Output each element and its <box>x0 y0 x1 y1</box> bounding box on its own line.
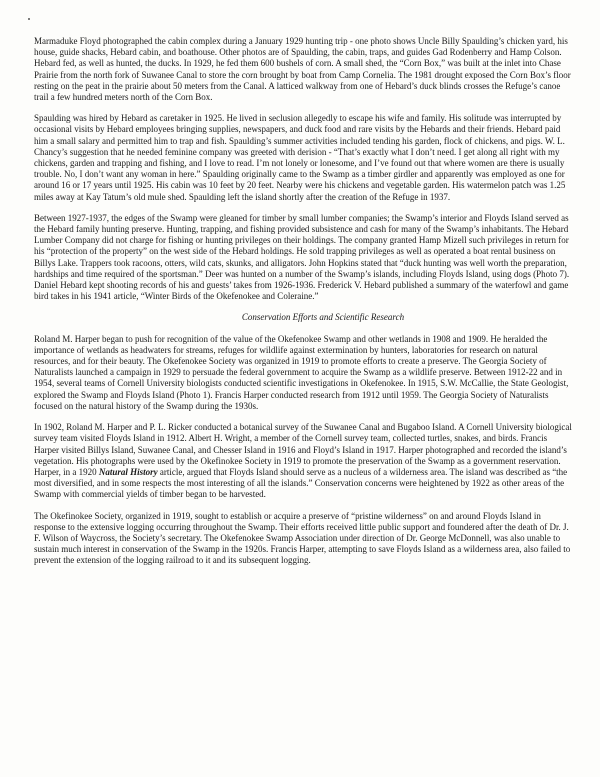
paragraph-botanical-survey <box>34 422 572 500</box>
publication-title: Natural History <box>98 466 158 477</box>
paragraph-hunting-preserve: Between 1927-1937, the edges of the Swamp were gleaned for timber by small lumber companies; the Swamp’s interior and Floyds Island served as the Hebard family hunting preserve. Hunting, trapping, and fishing provided subsistence and cash for many of the Swamp’s inhabitants. The Hebard Lumber Company did not charge for fishing or hunting privileges on their holdings. The company granted Hamp Mizell such privileges in return for his “protection of the property” on the west side of the Hebard holdings. He sold trapping privileges as well as operated a boat rental business on Billys Lake. Trappers took racoons, otters, wild cats, skunks, and alligators. John Hopkins stated that “duck hunting was well worth the preparation, hardships and time required of the sportsman.” Deer was hunted on a number of the Swamp’s islands, including Floyds Island, using dogs (Photo 7). Daniel Hebard kept shooting records of his and guests’ takes from 1926-1936. Frederick V. Hebard published a summary of the waterfowl and game bird takes in his 1941 article, “Winter Birds of the Okefenokee and Coleraine.” <box>34 212 570 302</box>
document-body <box>34 36 572 577</box>
paragraph-okefinokee-society: The Okefinokee Society, organized in 1919, sought to establish or acquire a preserve of “pristine wilderness” on and around Floyds Island in response to the extensive logging occurring throughout the Swamp. Their efforts received little public support and foundered after the death of Dr. J. F. Wilson of Waycross, the Society’s secretary. The Okefenokee Swamp Association under direction of Dr. George McDonnell, was also unable to sustain much interest in conservation of the Swamp in the 1920s. Francis Harper, attempting to save Floyds Island as a wilderness area, also failed to prevent the extension of the logging railroad to it and its subsequent logging. <box>34 510 571 566</box>
paragraph-corn-box: Marmaduke Floyd photographed the cabin complex during a January 1929 hunting trip - one photo shows Uncle Billy Spaulding’s chicken yard, his house, guide shacks, Hebard cabin, and boathouse. Other photos are of Spaulding, the cabin, traps, and guides Gad Rodenberry and Hamp Colson. Hebard fed, as well as hunted, the ducks. In 1929, he fed them 600 bushels of corn. A small shed, the “Corn Box,” was built at the inlet into Chase Prairie from the north fork of Suwanee Canal to store the corn brought by boat from Camp Cornelia. The 1981 drought exposed the Corn Box’s floor resting on the peat in the prairie about 50 meters from the Canal. A latticed walkway from one of Hebard’s duck blinds crosses the Refuge’s canoe trail a few hundred meters north of the Corn Box. <box>34 36 571 103</box>
paragraph-spaulding: Spaulding was hired by Hebard as caretaker in 1925. He lived in seclusion allegedly to escape his wife and family. His solitude was interrupted by occasional visits by Hebard employees bringing supplies, newspapers, and duck food and rare visits by the Hebards and their friends. Hebard paid him a small salary and permitted him to trap and fish. Spaulding’s summer activities included tending his garden, flock of chickens, and pigs. W. L. Chancy’s suggestion that he needed feminine company was greeted with derision - “That’s exactly what I don’t need. I get along all right with my chickens, garden and trapping and fishing, and I love to read. I’m not lonely or lonesome, and I’ve found out that where women are there is usually trouble. No, I don’t want any woman in here.” Spaulding originally came to the Swamp as a timber girdler and apparently was employed as one for around 16 or 17 years until 1925. His cabin was 10 feet by 20 feet. Nearby were his chickens and vegetable garden. His watermelon patch was 1.25 miles away at Kay Tatum’s old mule shed. Spaulding left the island shortly after the creation of the Refuge in 1937. <box>34 113 566 202</box>
paragraph-harper-recognition: Roland M. Harper began to push for recognition of the value of the Okefenokee Swamp and other wetlands in 1908 and 1909. He heralded the importance of wetlands as headwaters for streams, refuges for wildlife against extermination by hunters, laboratories for research on natural resources, and for their beauty. The Okefenokee Society was organized in 1919 to promote efforts to create a preserve. The Georgia Society of Naturalists launched a campaign in 1929 to persuade the federal government to acquire the Swamp as a wildlife preserve. Between 1912-22 and in 1954, several teams of Cornell University biologists conducted scientific investigations in Okefenokee. In 1915, S.W. McCallie, the State Geologist, explored the Swamp and Floyds Island (Photo 1). Francis Harper conducted research from 1912 until 1959. The Georgia Society of Naturalists focused on the natural history of the Swamp during the 1930s. <box>34 333 569 411</box>
section-heading: Conservation Efforts and Scientific Research <box>241 312 405 323</box>
para5-text-before: In 1902, Roland M. Harper and P. L. Ricker conducted a botanical survey of the Suwanee Canal and Bugaboo Island. A Cornell University biological survey team visited Floyds Island in 1912. Albert H. Wright, a member of the Cornell survey team, collected turtles, snakes, and birds. Francis Harper visited Billys Island, Suwanee Canal, and Chesser Island in 1916 and Floyd’s Island in 1917. Harper photographed and recorded the island’s vegetation. His photographs were used by the Okefinokee Society in 1919 to promote the preservation of the Swamp as a government reservation. Harper, in a 1920 <box>34 422 572 477</box>
scan-speck <box>28 18 30 20</box>
para5-text-after: article, argued that Floyds Island should serve as a nucleus of a wilderness area. The island was described as “the most diversified, and in some respects the most interesting of all the islands.” Conservation concerns were heightened by 1922 as other areas of the Swamp with commercial yields of timber began to be harvested. <box>34 466 568 500</box>
